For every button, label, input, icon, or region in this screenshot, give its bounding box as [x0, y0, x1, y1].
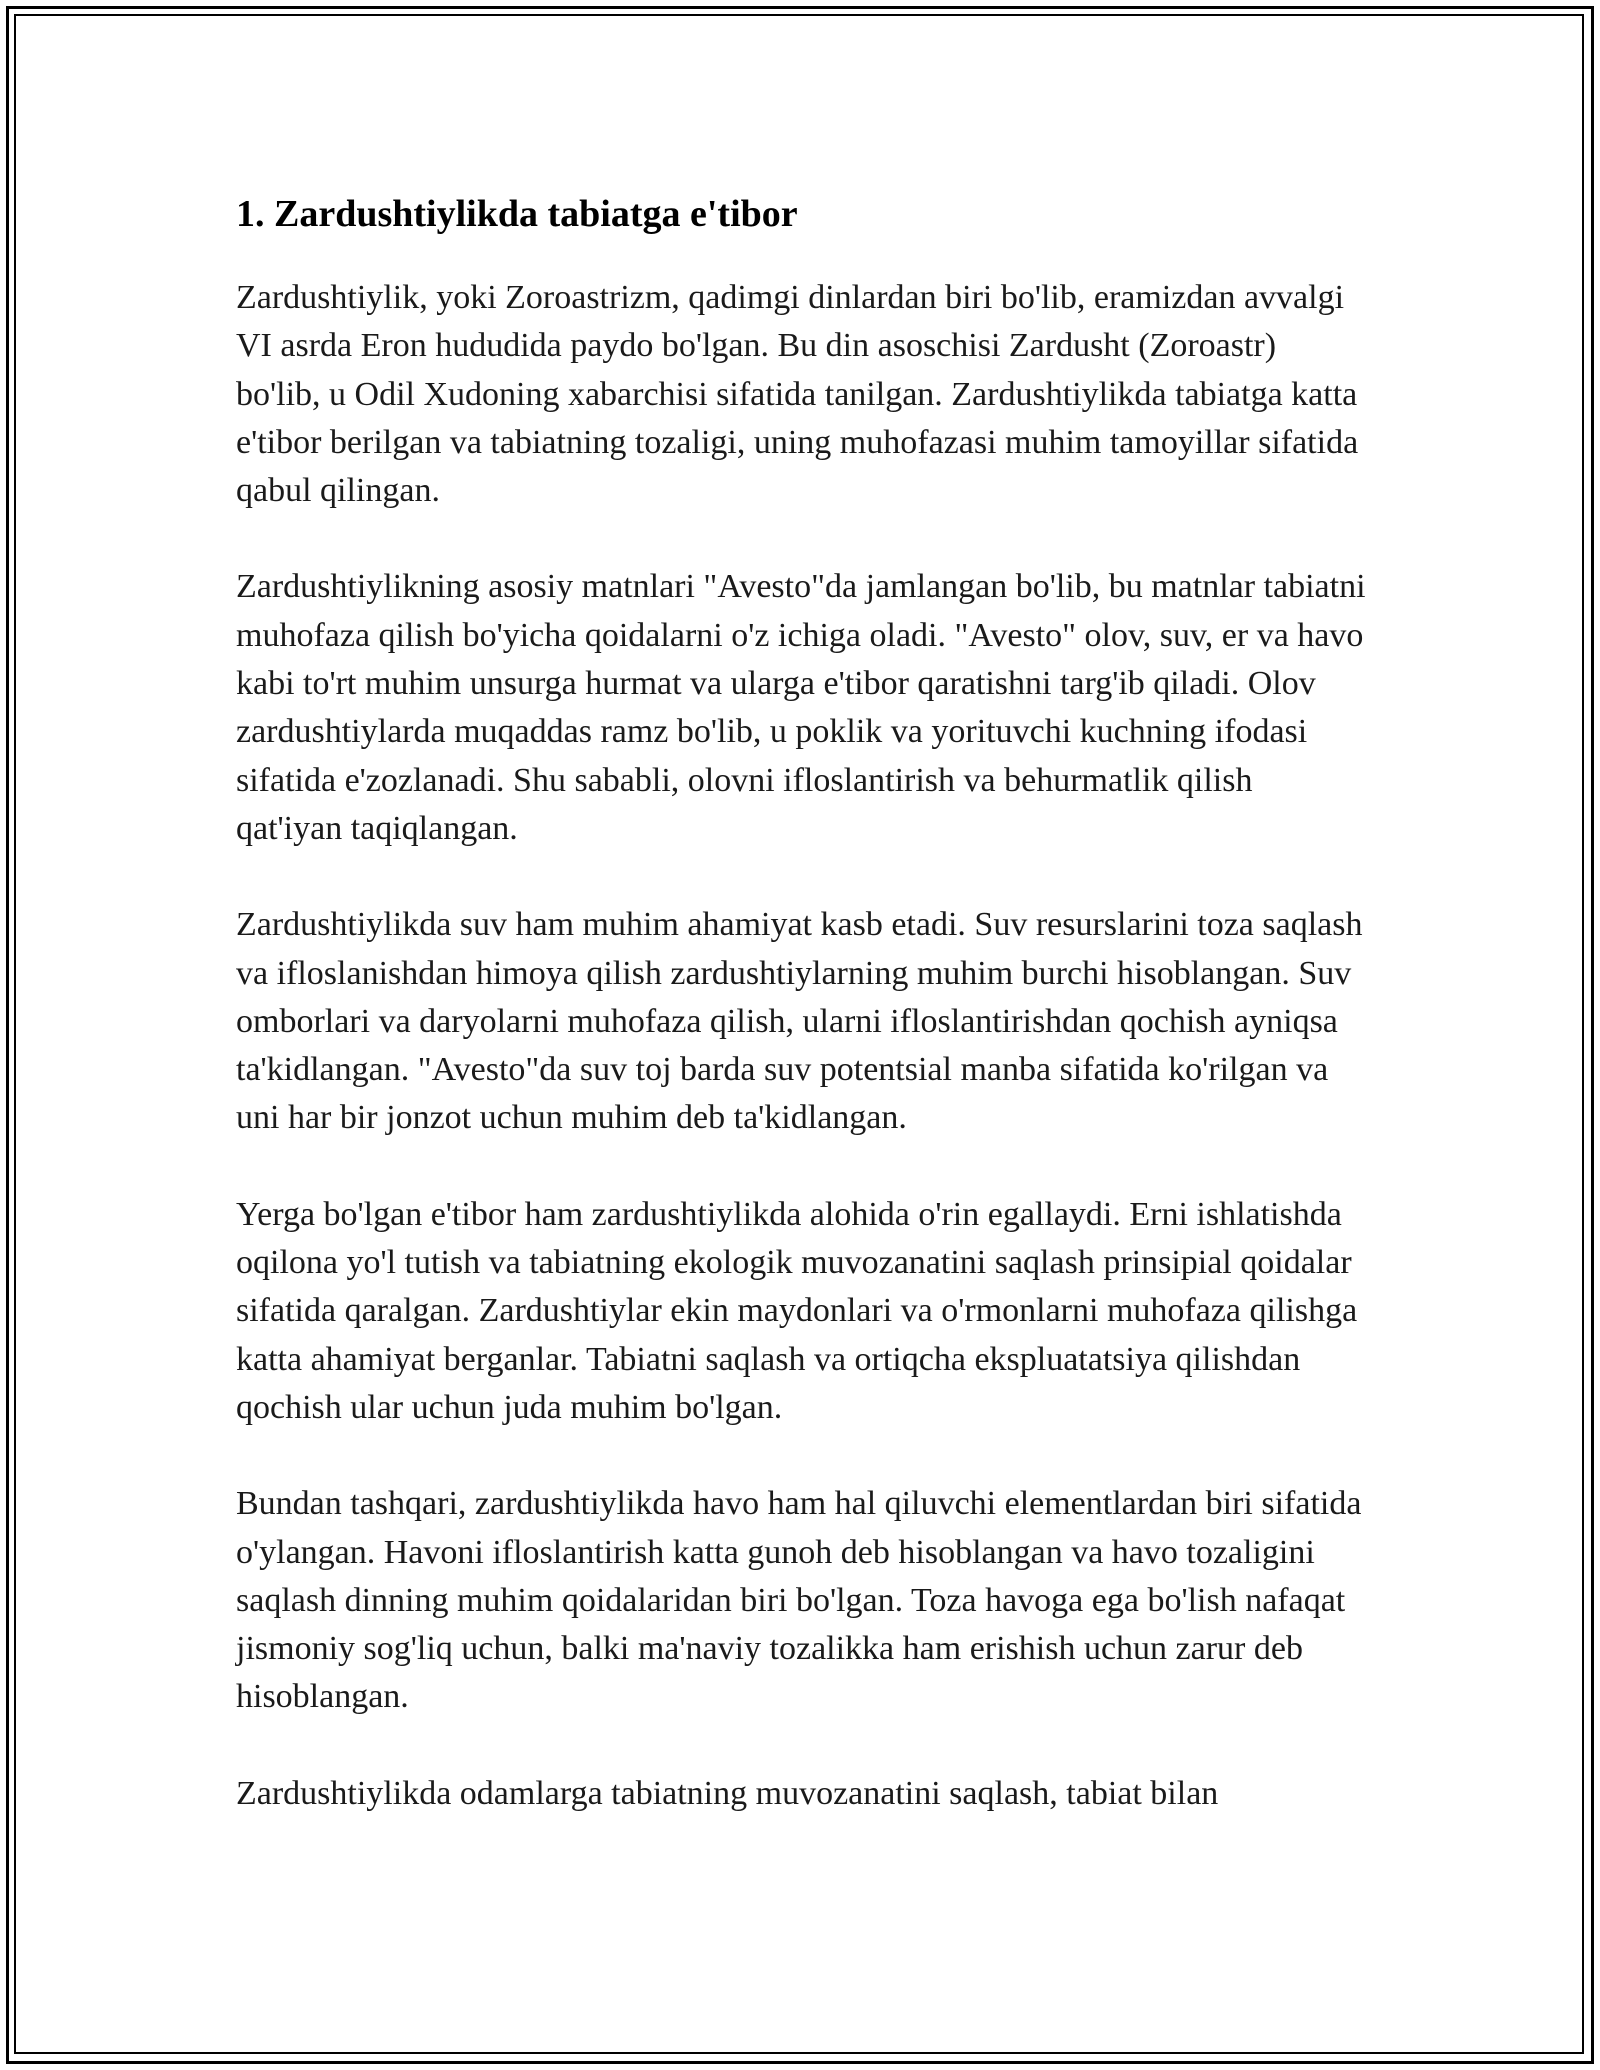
paragraph-earth: Yerga bo'lgan e'tibor ham zardushtiylikda alohida o'rin egallaydi. Erni ishlatishda oqilona yo'l tutish va tabiatning ekologik muvozanatini saqlash prinsipial qoidalar sifatida qaralgan. Zardushtiylar ekin maydonlari va o'rmonlarni muhofaza qilishga katta ahamiyat berganlar. Tabiatni saqlash va ortiqcha ekspluatatsiya qilishdan qochish ular uchun juda muhim bo'lgan. [236, 1195, 1358, 1426]
paragraph-water: Zardushtiylikda suv ham muhim ahamiyat kasb etadi. Suv resurslarini toza saqlash va ifloslanishdan himoya qilish zardushtiylarning muhim burchi hisoblangan. Suv omborlari va daryolarni muhofaza qilish, ularni ifloslantirishdan qochish ayniqsa ta'kidlangan. "Avesto"da suv toj barda suv potentsial manba sifatida ko'rilgan va uni har bir jonzot uchun muhim deb ta'kidlangan. [236, 906, 1363, 1137]
document-body [236, 186, 1366, 1866]
paragraph-air: Bundan tashqari, zardushtiylikda havo ham hal qiluvchi elementlardan biri sifatida o'ylangan. Havoni ifloslantirish katta gunoh deb hisoblangan va havo tozaligini saqlash dinning muhim qoidalaridan biri bo'lgan. Toza havoga ega bo'lish nafaqat jismoniy sog'liq uchun, balki ma'naviy tozalikka ham erishish uchun zarur deb hisoblangan. [236, 1485, 1362, 1716]
paragraph-avesto: Zardushtiylikning asosiy matnlari "Avesto"da jamlangan bo'lib, bu matnlar tabiatni muhofaza qilish bo'yicha qoidalarni o'z ichiga oladi. "Avesto" olov, suv, er va havo kabi to'rt muhim unsurga hurmat va ularga e'tibor qaratishni targ'ib qiladi. Olov zardushtiylarda muqaddas ramz bo'lib, u poklik va yorituvchi kuchning ifodasi sifatida e'zozlanadi. Shu sababli, olovni ifloslantirish va behurmatlik qilish qat'iyan taqiqlangan. [236, 568, 1366, 847]
paragraph-intro: Zardushtiylik, yoki Zoroastrizm, qadimgi dinlardan biri bo'lib, eramizdan avvalgi VI asrda Eron hududida paydo bo'lgan. Bu din asoschisi Zardusht (Zoroastr) bo'lib, u Odil Xudoning xabarchisi sifatida tanilgan. Zardushtiylikda tabiatga katta e'tibor berilgan va tabiatning tozaligi, uning muhofazasi muhim tamoyillar sifatida qabul qilingan. [236, 279, 1359, 510]
section-heading: 1. Zardushtiylikda tabiatga e'tibor [236, 193, 798, 235]
paragraph-balance: Zardushtiylikda odamlarga tabiatning muvozanatini saqlash, tabiat bilan [236, 1774, 1219, 1812]
